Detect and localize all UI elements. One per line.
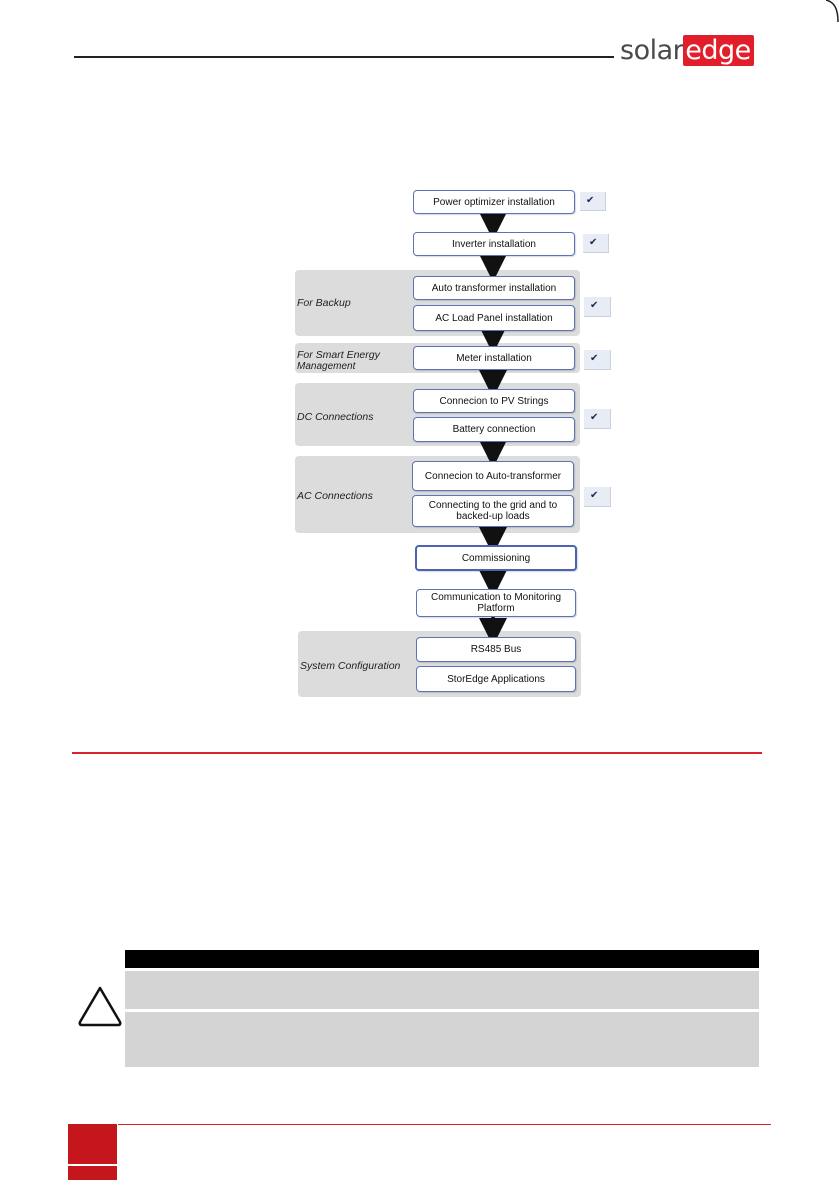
- check-icon: ✔: [580, 192, 606, 211]
- step-meter: Meter installation: [413, 346, 575, 370]
- footer-rule: [118, 1124, 771, 1125]
- check-icon: ✔: [583, 234, 609, 253]
- warning-header-bar: [125, 950, 759, 968]
- step-connection-auto-transformer: Connecion to Auto-transformer: [412, 461, 574, 491]
- step-power-optimizer: Power optimizer installation: [413, 190, 575, 214]
- warning-row-2: [125, 1012, 759, 1067]
- step-grid-backed-loads: Connecting to the grid and to backed-up loads: [412, 495, 574, 527]
- group-label-ac: AC Connections: [297, 490, 373, 502]
- group-label-smart-energy-2: Management: [297, 361, 356, 372]
- warning-triangle-icon: [76, 984, 124, 1028]
- header-rule: [74, 56, 614, 58]
- group-label-backup: For Backup: [297, 297, 351, 309]
- check-icon: ✔: [584, 350, 611, 370]
- step-communication: Communication to Monitoring Platform: [416, 589, 576, 617]
- footer-page-strip: [68, 1166, 117, 1180]
- logo-edge: edge: [683, 35, 754, 66]
- step-battery: Battery connection: [413, 417, 575, 442]
- warning-row-1: [125, 971, 759, 1009]
- step-auto-transformer: Auto transformer installation: [413, 276, 575, 300]
- group-label-smart-energy-1: For Smart Energy: [297, 349, 380, 361]
- section-rule: [72, 752, 762, 754]
- group-label-dc: DC Connections: [297, 411, 374, 423]
- logo-solar: solar: [620, 35, 684, 66]
- step-pv-strings: Connecion to PV Strings: [413, 389, 575, 413]
- step-storedge: StorEdge Applications: [416, 666, 576, 692]
- check-icon: ✔: [584, 409, 611, 429]
- brand-logo: [620, 36, 754, 66]
- step-rs485: RS485 Bus: [416, 637, 576, 662]
- footer-page-block: [68, 1124, 117, 1164]
- group-label-system: System Configuration: [300, 660, 401, 672]
- step-inverter: Inverter installation: [413, 232, 575, 256]
- page-corner-mark: [826, 0, 839, 22]
- check-icon: ✔: [584, 297, 611, 317]
- check-icon: ✔: [584, 487, 611, 507]
- step-commissioning: Commissioning: [415, 545, 577, 571]
- step-ac-load-panel: AC Load Panel installation: [413, 305, 575, 331]
